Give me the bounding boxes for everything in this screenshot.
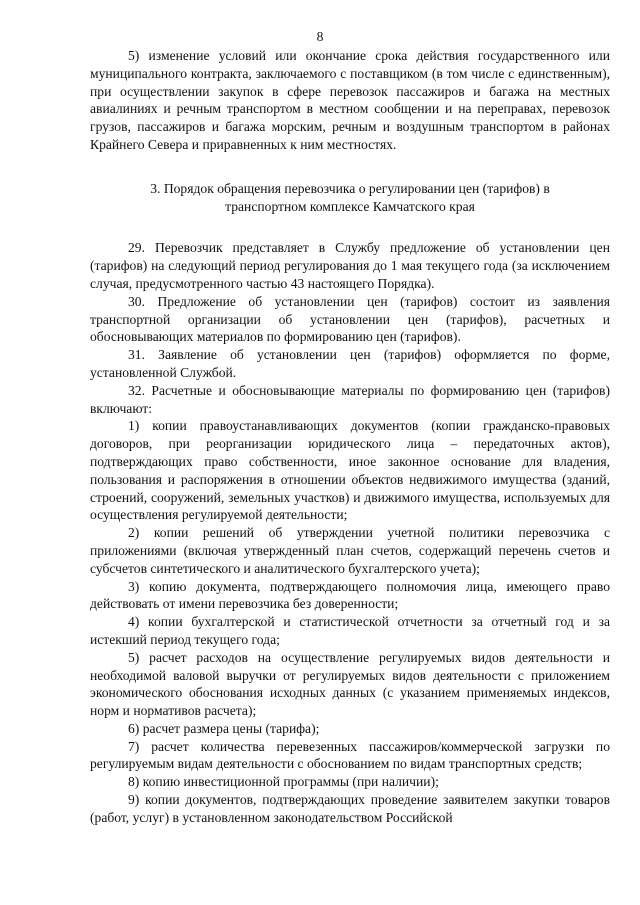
paragraph-31: 31. Заявление об установлении цен (тарифов) оформляется по форме, установленной Службой. [90, 347, 610, 380]
list-item-1: 1) копии правоустанавливающих документов (копии гражданско-правовых договоров, при реорганизации юридического лица – передаточных актов), подтверждающих право собственности, иное законное основание для владения, пользования и распоряжения в отношении объектов недвижимого имущества (зданий, строений, сооружений, земельных участков) и движимого имущества, используемых для осуществления регулируемой деятельности; [90, 418, 610, 523]
list-item-2: 2) копии решений об утверждении учетной политики перевозчика с приложениями (включая утвержденный план счетов, содержащий перечень счетов и субсчетов синтетического и аналитического бухгалтерского учета); [90, 525, 610, 576]
paragraph-30: 30. Предложение об установлении цен (тарифов) состоит из заявления транспортной организации об установлении цен (тарифов), расчетных и обосновывающих материалов по формированию цен (тарифов). [90, 293, 610, 345]
paragraph-item-5: 5) изменение условий или окончание срока действия государственного или муниципального контракта, заключаемого с поставщиком (в том числе с единственным), при осуществлении закупок в сфере перевозок пассажиров и багажа на местных авиалиниях и речным транспортом в местном сообщении и на переправах, перевозок грузов, пассажиров и багажа морским, речным и воздушным транспортом в районах Крайнего Севера и приравненных к ним местностях. [90, 48, 610, 152]
list-item-9: 9) копии документов, подтверждающих проведение заявителем закупки товаров (работ, услуг) в установленном законодательством Российской [90, 792, 610, 825]
list-item-6: 6) расчет размера цены (тарифа); [128, 720, 320, 736]
section-heading-line-1: 3. Порядок обращения перевозчика о регулировании цен (тарифов) в [150, 180, 550, 196]
list-item-5: 5) расчет расходов на осуществление регулируемых видов деятельности и необходимой валовой выручки от регулируемых видов деятельности с приложением экономического обоснования исходных данных (с указанием применяемых индексов, норм и нормативов расчета); [90, 649, 610, 719]
paragraph-29: 29. Перевозчик представляет в Службу предложение об установлении цен (тарифов) на следующий период регулирования до 1 мая текущего года (за исключением случая, предусмотренного частью 43 настоящего Порядка). [90, 240, 610, 291]
list-item-8: 8) копию инвестиционной программы (при наличии); [128, 774, 439, 790]
list-item-3: 3) копию документа, подтверждающего полномочия лица, имеющего право действовать от имени перевозчика без доверенности; [90, 578, 610, 612]
section-heading [90, 180, 610, 216]
paragraph-32: 32. Расчетные и обосновывающие материалы по формированию цен (тарифов) включают: [90, 382, 610, 416]
page-number: 8 [316, 29, 324, 44]
list-item-7: 7) расчет количества перевезенных пассажиров/коммерческой загрузки по регулируемым видам деятельности с обоснованием по видам транспортных средств; [90, 738, 610, 772]
list-item-4: 4) копии бухгалтерской и статистической отчетности за отчетный год и за истекший период текущего года; [90, 614, 610, 647]
document-body [90, 47, 610, 827]
section-heading-line-2: транспортном комплексе Камчатского края [225, 198, 475, 214]
